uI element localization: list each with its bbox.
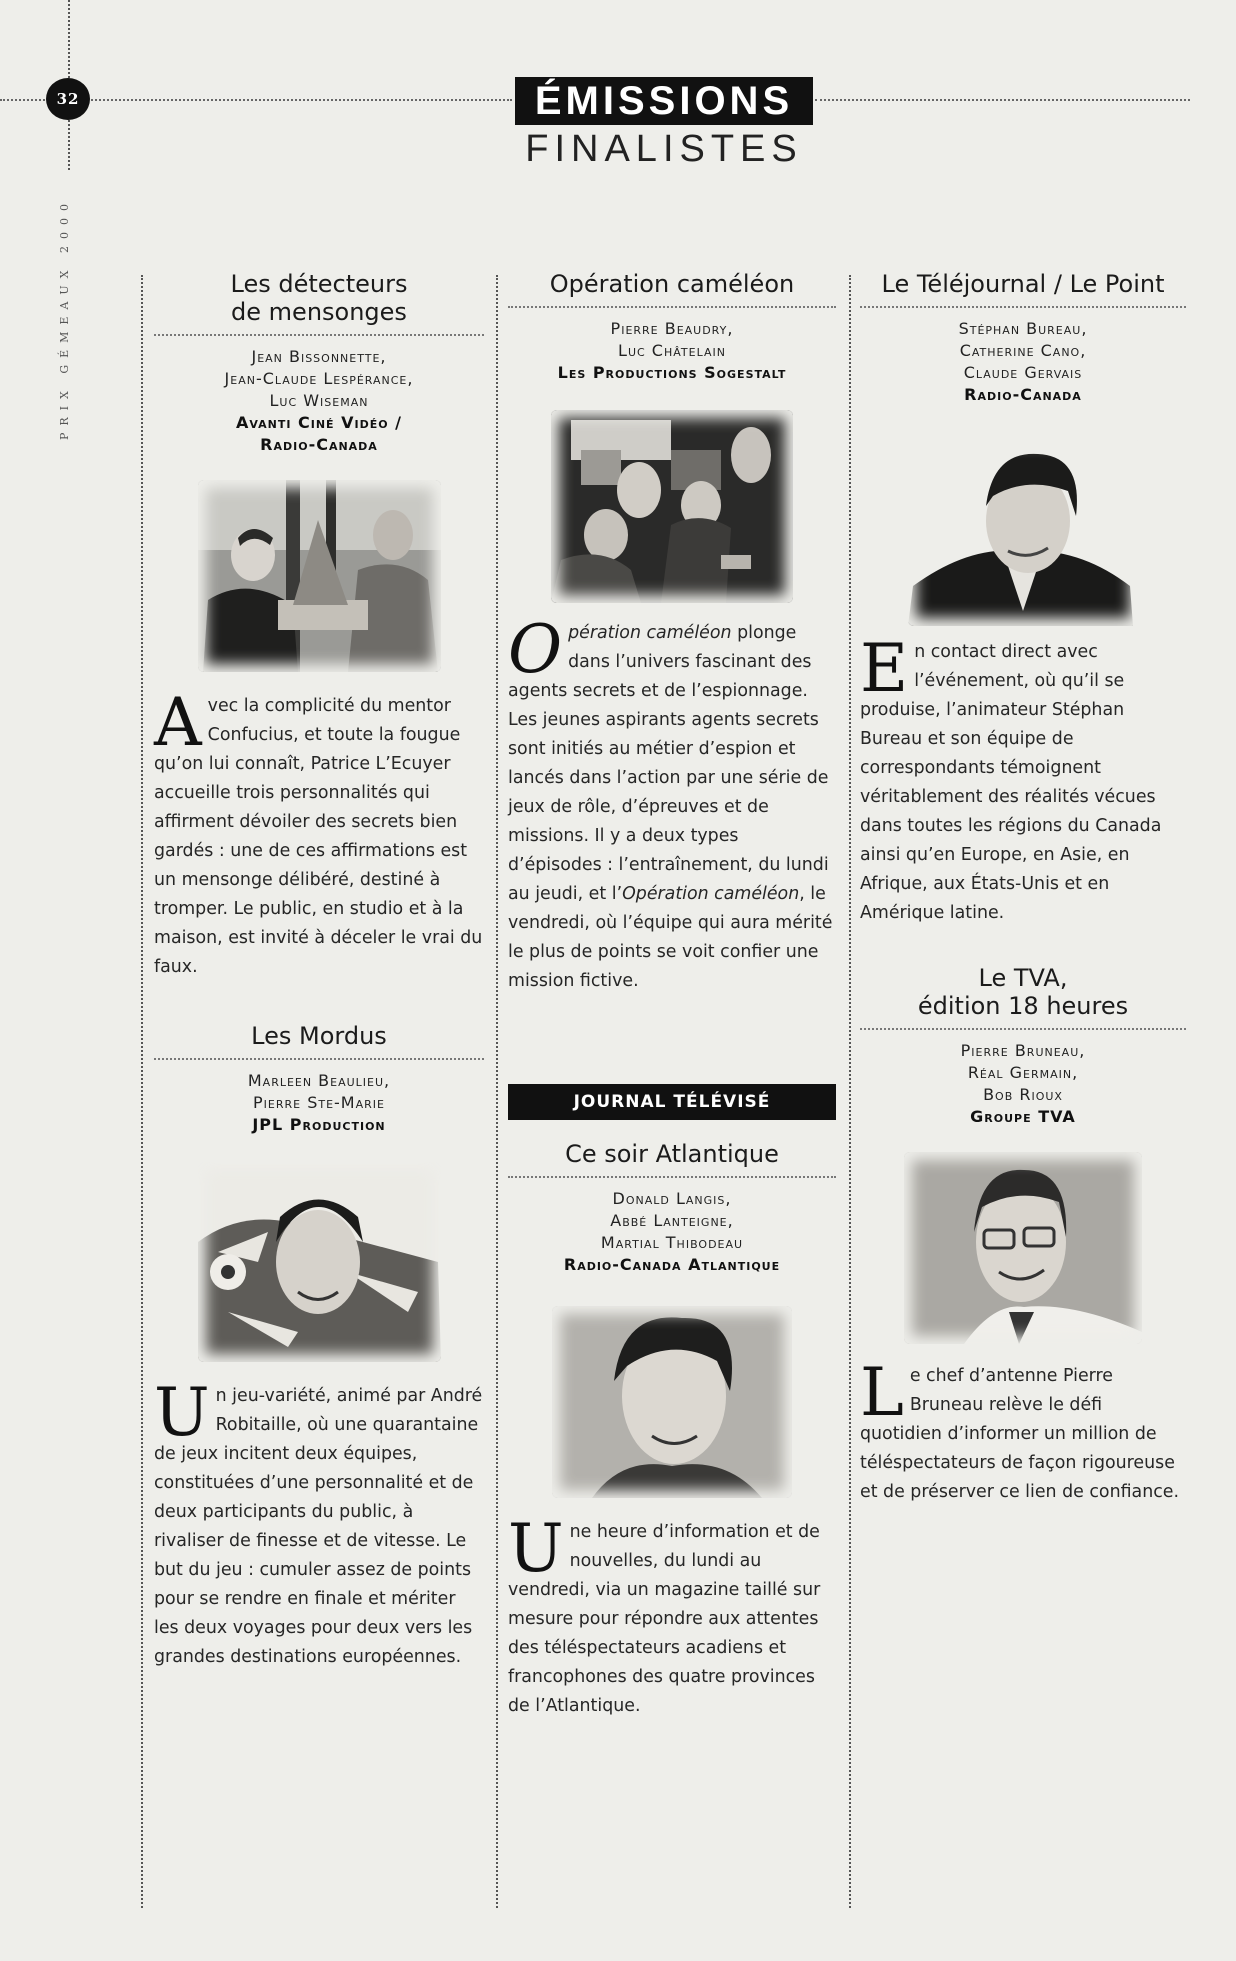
show-title-line: Ce soir Atlantique [565, 1140, 779, 1168]
show-title [508, 1140, 836, 1168]
credit-name: Jean-Claude Lespérance, [224, 369, 414, 388]
credit-name: Pierre Bruneau, [960, 1041, 1086, 1060]
show-title-line: Le Téléjournal / Le Point [881, 270, 1165, 298]
photo-stephan-bureau [908, 436, 1138, 626]
description [508, 611, 836, 996]
drop-cap: U [154, 1374, 210, 1451]
producer: Les Productions Sogestalt [557, 363, 787, 382]
credit-name: Marleen Beaulieu, [247, 1071, 391, 1090]
credit-name: Réal Germain, [967, 1063, 1079, 1082]
credit-name: Pierre Beaudry, [610, 319, 734, 338]
description-text: e chef d’antenne Pierre Bruneau relève le défi quotidien d’informer un million de téléspectateurs de façon rigoureuse et de préserver ce lien de confiance. [860, 1366, 1180, 1502]
drop-cap: O [508, 611, 563, 688]
column-2 [508, 270, 836, 1721]
credit-name: Pierre Ste-Marie [253, 1093, 385, 1112]
description-italic: pération caméléon [568, 623, 732, 643]
producer: JPL Production [252, 1115, 386, 1134]
section-header: JOURNAL TÉLÉVISÉ [508, 1084, 836, 1120]
description-text: ne heure d’information et de nouvelles, du lundi au vendredi, via un magazine taillé sur mesure pour répondre aux attentes des téléspectateurs acadiens et francophones des quatre provinces de l’Atlantique. [508, 1522, 821, 1716]
show-title-line: de mensonges [231, 298, 407, 326]
dotted-divider [154, 334, 484, 336]
photo-pierre-bruneau [904, 1152, 1142, 1344]
column-separator [141, 275, 143, 1908]
drop-cap: A [154, 684, 202, 761]
producer: Radio-Canada Atlantique [563, 1255, 781, 1274]
column-separator [849, 275, 851, 1908]
description-text: n jeu-variété, animé par André Robitaille, où une quarantaine de jeux incitent deux équipes, constituées d’une personnalité et de deux participants du public, à rivaliser de finesse et de vitesse. Le but du jeu : cumuler assez de points pour se rendre en finale et mériter les deux voyages pour deux vers les grandes destinations européennes. [154, 1386, 483, 1667]
show-title [154, 270, 484, 326]
credit-name: Luc Wiseman [269, 391, 369, 410]
credits [154, 1070, 484, 1136]
entry-les-mordus [154, 1022, 484, 1672]
side-label: PRIX GÉMEAUX 2000 [58, 196, 71, 440]
page-subtitle: FINALISTES [525, 128, 803, 170]
dotted-divider [860, 1028, 1186, 1030]
show-title-line: Les détecteurs [230, 270, 408, 298]
credit-name: Catherine Cano, [959, 341, 1087, 360]
dotted-divider [154, 1058, 484, 1060]
entry-les-detecteurs [154, 270, 484, 982]
dotted-divider [508, 1176, 836, 1178]
credits [860, 1040, 1186, 1128]
credit-name: Stéphan Bureau, [958, 319, 1088, 338]
entry-telejournal [860, 270, 1186, 928]
description [860, 1354, 1186, 1507]
description [154, 684, 484, 982]
show-title-line: Les Mordus [251, 1022, 387, 1050]
credits [154, 346, 484, 456]
show-title [154, 1022, 484, 1050]
show-title-line: édition 18 heures [917, 992, 1129, 1020]
page-title: ÉMISSIONS [515, 77, 813, 125]
photo-children-and-agent [551, 410, 793, 603]
description-text: , le vendredi, où l’équipe qui aura mérité le plus de points se voit confier une mission fictive. [508, 884, 833, 991]
drop-cap: E [860, 630, 909, 707]
credit-name: Donald Langis, [612, 1189, 732, 1208]
dotted-divider [860, 306, 1186, 308]
entry-le-tva [860, 964, 1186, 1507]
description-italic: Opération caméléon [622, 884, 800, 904]
dotted-divider [508, 306, 836, 308]
photo-two-men-with-trophy [198, 480, 441, 672]
producer: Radio-Canada [260, 435, 378, 454]
entry-operation-cameleon [508, 270, 836, 996]
show-title [860, 270, 1186, 298]
show-title [508, 270, 836, 298]
producer: Radio-Canada [964, 385, 1082, 404]
description-text: n contact direct avec l’événement, où qu’il se produise, l’animateur Stéphan Bureau et son équipe de correspondants témoignent véritablement des réalités vécues dans toutes les régions du Canada ainsi qu’en Europe, en Asie, en Afrique, aux États-Unis et en Amérique latine. [860, 642, 1162, 923]
credit-name: Bob Rioux [983, 1085, 1063, 1104]
credit-name: Martial Thibodeau [600, 1233, 744, 1252]
credit-name: Jean Bissonnette, [251, 347, 387, 366]
column-separator [496, 275, 498, 1908]
show-title [860, 964, 1186, 1020]
photo-host-smiling [198, 1162, 441, 1362]
credits [508, 1188, 836, 1276]
column-3 [860, 270, 1186, 1507]
page-number: 32 [46, 78, 90, 120]
description-text: plonge dans l’univers fascinant des agents secrets et de l’espionnage. Les jeunes aspirants agents secrets sont initiés au métier d’espion et lancés dans l’action par une série de jeux de rôle, d’épreuves et de missions. Il y a deux types d’épisodes : l’entraînement, du lundi au jeudi, et l’ [508, 623, 829, 904]
show-title-line: Le TVA, [978, 964, 1068, 992]
credits [860, 318, 1186, 406]
description [860, 630, 1186, 928]
producer: Avanti Ciné Vidéo / [235, 413, 403, 432]
column-1 [154, 270, 484, 1672]
description [508, 1510, 836, 1721]
credit-name: Claude Gervais [963, 363, 1083, 382]
producer: Groupe TVA [970, 1107, 1076, 1126]
drop-cap: L [860, 1354, 904, 1431]
credit-name: Luc Châtelain [618, 341, 726, 360]
credit-name: Abbé Lanteigne, [610, 1211, 734, 1230]
credits [508, 318, 836, 384]
description-text: vec la complicité du mentor Confucius, et toute la fougue qu’on lui connaît, Patrice L’Ecuyer accueille trois personnalités qui affirment dévoiler des secrets bien gardés : une de ces affirmations est un mensonge délibéré, destiné à tromper. Le public, en studio et à la maison, est invité à déceler le vrai du faux. [154, 696, 483, 977]
photo-anchor-portrait [552, 1306, 792, 1498]
frame-line-horizontal-right [815, 99, 1190, 101]
drop-cap: U [508, 1510, 564, 1587]
show-title-line: Opération caméléon [549, 270, 795, 298]
entry-ce-soir-atlantique [508, 1084, 836, 1721]
description [154, 1374, 484, 1672]
